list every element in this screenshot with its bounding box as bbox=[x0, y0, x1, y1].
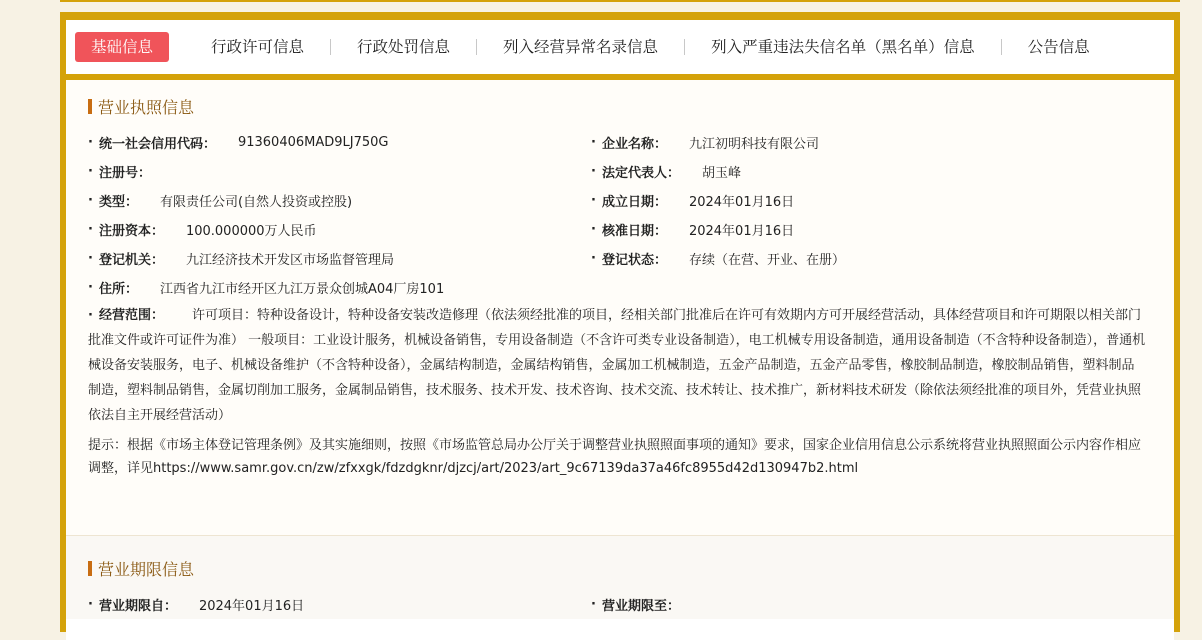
content-frame bbox=[60, 12, 1180, 632]
business-scope: · 经营范围： 许可项目：特种设备设计，特种设备安装改造修理（依法须经批准的项目，经相关部门批准后在许可有效期内方可开展经营活动，具体经营项目和许可期限以相关部门批准文件或许可证件为准） 一般项目：工业设计服务，机械设备销售，专用设备制造（不含许可类专业设备制造），电工机械专用设备制造，通用设备制造（不含特种设备制造），普通机械设备安装服务，电子、机械设备维护（不含特种设备），金属结构制造，金属结构销售，金属加工机械制造，五金产品制造，五金产品零售，橡胶制品制造，橡胶制品销售，塑料制品制造，塑料制品销售，金属切削加工服务，金属制品销售，技术服务、技术开发、技术咨询、技术交流、技术转让、技术推广，新材料技术研发（除依法须经批准的项目外，凭营业执照依法自主开展经营活动） bbox=[88, 308, 1146, 423]
field-capital: · 注册资本： 100.000000万人民币 bbox=[88, 222, 317, 239]
main-content bbox=[66, 80, 1174, 640]
field-value: 91360406MAD9LJ750G bbox=[237, 135, 389, 150]
tab-admin-license[interactable]: 行政许可信息 bbox=[211, 38, 305, 56]
field-reg-number: · 注册号： bbox=[88, 164, 151, 181]
field-company-name: · 企业名称： 九江初明科技有限公司 bbox=[591, 135, 819, 152]
field-value: 胡玉峰 bbox=[701, 166, 741, 181]
field-authority: · 登记机关： 九江经济技术开发区市场监督管理局 bbox=[88, 251, 394, 268]
field-value: 2024年01月16日 bbox=[198, 599, 305, 614]
section-marker bbox=[88, 561, 92, 576]
tab-abnormal-list[interactable]: 列入经营异常名录信息 bbox=[503, 38, 659, 56]
top-divider bbox=[60, 0, 1180, 2]
license-fields bbox=[88, 128, 1152, 302]
scope-label: 经营范围： bbox=[98, 308, 164, 323]
field-value: 存续（在营、开业、在册） bbox=[688, 253, 845, 268]
field-value: 江西省九江市经开区九江万景众创城A04厂房101 bbox=[159, 282, 445, 297]
license-section bbox=[66, 80, 1174, 536]
field-value: 九江初明科技有限公司 bbox=[688, 137, 819, 152]
field-value: 2024年01月16日 bbox=[688, 224, 795, 239]
field-legal-rep: · 法定代表人： 胡玉峰 bbox=[591, 164, 741, 181]
field-period-from: · 营业期限自： 2024年01月16日 bbox=[88, 597, 305, 614]
tab-bar bbox=[66, 20, 1174, 74]
field-type: · 类型： 有限责任公司(自然人投资或控股) bbox=[88, 193, 353, 210]
field-status: · 登记状态： 存续（在营、开业、在册） bbox=[591, 251, 845, 268]
field-value: 有限责任公司(自然人投资或控股) bbox=[159, 195, 353, 210]
scope-text: 许可项目：特种设备设计，特种设备安装改造修理（依法须经批准的项目，经相关部门批准后在许可有效期内方可开展经营活动，具体经营项目和许可期限以相关部门批准文件或许可证件为准） 一般项目：工业设计服务，机械设备销售，专用设备制造（不含许可类专业设备制造），电工机械专用设备制造，通用设备制造（不含特种设备制造），普通机械设备安装服务，电子、机械设备维护（不含特种设备），金属结构制造，金属结构销售，金属加工机械制造，五金产品制造，五金产品零售，橡胶制品制造，橡胶制品销售，塑料制品制造，塑料制品销售，金属切削加工服务，金属制品销售，技术服务、技术开发、技术咨询、技术交流、技术转让、技术推广，新材料技术研发（除依法须经批准的项目外，凭营业执照依法自主开展经营活动） bbox=[88, 308, 1146, 423]
field-credit-code: · 统一社会信用代码： 91360406MAD9LJ750G bbox=[88, 135, 389, 152]
field-approval-date: · 核准日期： 2024年01月16日 bbox=[591, 222, 795, 239]
field-founded-date: · 成立日期： 2024年01月16日 bbox=[591, 193, 795, 210]
notice-text: 提示：根据《市场主体登记管理条例》及其实施细则，按照《市场监管总局办公厅关于调整营业执照照面事项的通知》要求，国家企业信用信息公示系统将营业执照照面公示内容作相应调整，详见https://www.samr.gov.cn/zw/zfxxgk/fdzdgknr/djzcj/art/2023/art_9c67139da37a46fc8955d42d130947b2.html bbox=[88, 438, 1142, 476]
period-section bbox=[66, 536, 1174, 619]
period-section-title bbox=[88, 556, 1152, 580]
field-value: 九江经济技术开发区市场监督管理局 bbox=[185, 253, 394, 268]
field-period-to: · 营业期限至： bbox=[591, 597, 680, 614]
tab-admin-penalty[interactable]: 行政处罚信息 bbox=[357, 38, 451, 56]
field-address: · 住所： 江西省九江市经开区九江万景众创城A04厂房101 bbox=[88, 280, 445, 297]
field-value: 100.000000万人民币 bbox=[185, 224, 317, 239]
period-fields bbox=[88, 590, 1152, 619]
tab-announcement[interactable]: 公告信息 bbox=[1027, 38, 1090, 56]
field-value: 2024年01月16日 bbox=[688, 195, 795, 210]
period-title-text: 营业期限信息 bbox=[98, 559, 195, 579]
license-title-text: 营业执照信息 bbox=[98, 97, 195, 117]
tab-blacklist[interactable]: 列入严重违法失信名单（黑名单）信息 bbox=[711, 38, 975, 56]
license-section-title bbox=[88, 94, 1152, 118]
section-marker bbox=[88, 99, 92, 114]
tab-basic-info[interactable]: 基础信息 bbox=[75, 32, 169, 62]
